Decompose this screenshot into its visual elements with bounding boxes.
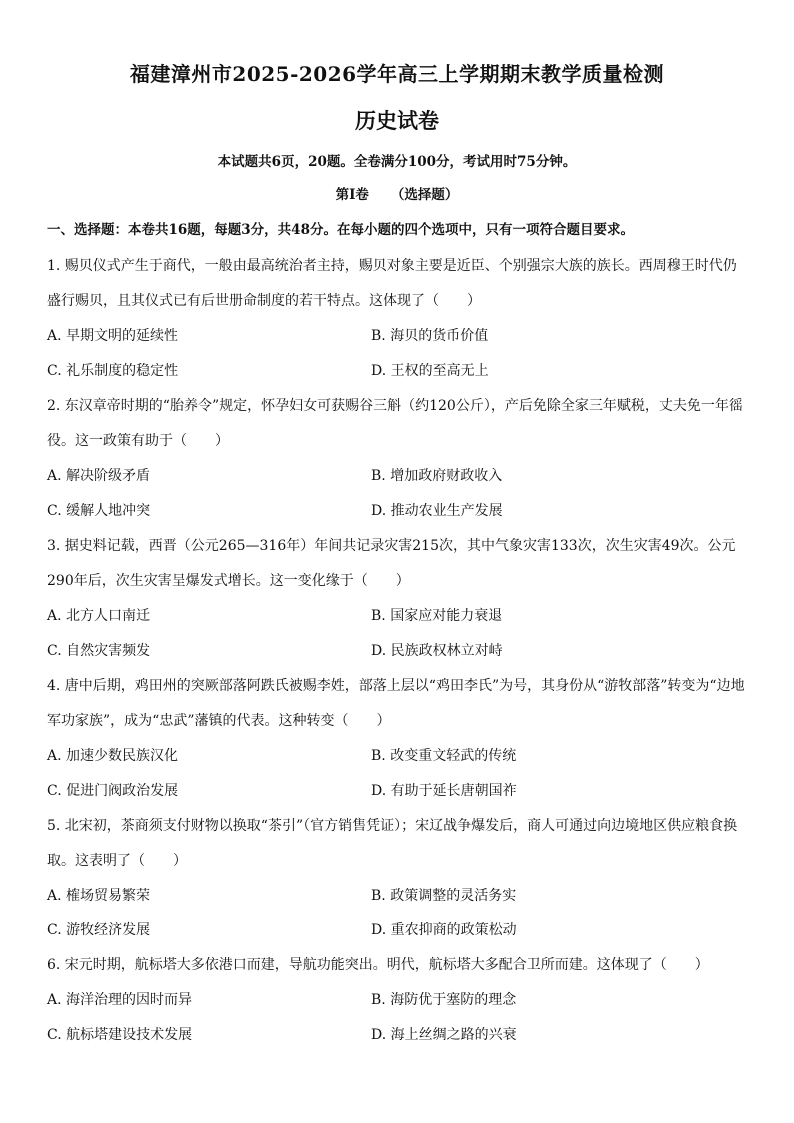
- exam-info: 本试题共6页，20题。全卷满分100分，考试用时75分钟。: [217, 154, 577, 170]
- question-2-option-b[interactable]: B. 增加政府财政收入: [371, 468, 503, 484]
- volume-heading: [0, 183, 794, 203]
- question-6-option-c[interactable]: C. 航标塔建设技术发展: [47, 1027, 193, 1043]
- volume-label: 第Ⅰ卷: [335, 187, 369, 203]
- subject-title: 历史试卷: [355, 108, 439, 133]
- question-5-option-d[interactable]: D. 重农抑商的政策松动: [371, 922, 517, 938]
- question-1-line-1: 1. 赐贝仪式产生于商代，一般由最高统治者主持，赐贝对象主要是近臣、个别强宗大族的族长。西周穆王时代仍: [47, 258, 737, 274]
- exam-title: 福建漳州市2025-2026学年高三上学期期末教学质量检测: [129, 62, 665, 86]
- question-2-line-1: 2. 东汉章帝时期的“胎养令”规定，怀孕妇女可获赐谷三斛（约120公斤），产后免除全家三年赋税，丈夫免一年徭: [47, 398, 743, 414]
- question-4-option-c[interactable]: C. 促进门阀政治发展: [47, 783, 179, 799]
- question-5-option-c[interactable]: C. 游牧经济发展: [47, 922, 151, 938]
- question-4-line-2: 军功家族”，成为“忠武”藩镇的代表。这种转变（ ）: [47, 713, 391, 729]
- question-5-option-a[interactable]: A. 榷场贸易繁荣: [47, 888, 151, 904]
- question-2-option-a[interactable]: A. 解决阶级矛盾: [47, 468, 151, 484]
- question-2-line-2: 役。这一政策有助于（ ）: [47, 433, 229, 449]
- question-5-line-1: 5. 北宋初，茶商须支付财物以换取“茶引”（官方销售凭证）；宋辽战争爆发后，商人可通过向边境地区供应粮食换: [47, 818, 738, 834]
- question-6-option-a[interactable]: A. 海洋治理的因时而异: [47, 992, 193, 1008]
- question-6-option-b[interactable]: B. 海防优于塞防的理念: [371, 992, 517, 1008]
- question-1-option-d[interactable]: D. 王权的至高无上: [371, 363, 489, 379]
- question-3-option-a[interactable]: A. 北方人口南迁: [47, 608, 151, 624]
- question-3-option-b[interactable]: B. 国家应对能力衰退: [371, 608, 503, 624]
- question-6-option-d[interactable]: D. 海上丝绸之路的兴衰: [371, 1027, 517, 1043]
- question-4-line-1: 4. 唐中后期，鸡田州的突厥部落阿跌氏被赐李姓，部落上层以“鸡田李氏”为号，其身份从“游牧部落”转变为“边地: [47, 678, 745, 694]
- question-3-option-c[interactable]: C. 自然灾害频发: [47, 643, 151, 659]
- question-3-option-d[interactable]: D. 民族政权林立对峙: [371, 643, 503, 659]
- question-3-line-2: 290年后，次生灾害呈爆发式增长。这一变化缘于（ ）: [47, 573, 410, 589]
- question-5-option-b[interactable]: B. 政策调整的灵活务实: [371, 888, 517, 904]
- question-4-option-d[interactable]: D. 有助于延长唐朝国祚: [371, 783, 517, 799]
- question-5-line-2: 取。这表明了（ ）: [47, 853, 187, 869]
- question-4-option-b[interactable]: B. 改变重文轻武的传统: [371, 748, 517, 764]
- question-1-option-c[interactable]: C. 礼乐制度的稳定性: [47, 363, 179, 379]
- question-6-line-1: 6. 宋元时期，航标塔大多依港口而建，导航功能突出。明代，航标塔大多配合卫所而建。这体现了（ ）: [47, 957, 709, 973]
- question-1-option-b[interactable]: B. 海贝的货币价值: [371, 328, 489, 344]
- section-heading: 一、选择题：本卷共16题，每题3分，共48分。在每小题的四个选项中，只有一项符合题目要求。: [47, 222, 634, 238]
- question-4-option-a[interactable]: A. 加速少数民族汉化: [47, 748, 179, 764]
- question-2-option-d[interactable]: D. 推动农业生产发展: [371, 503, 503, 519]
- volume-type: （选择题）: [390, 187, 459, 203]
- question-2-option-c[interactable]: C. 缓解人地冲突: [47, 503, 151, 519]
- question-1-line-2: 盛行赐贝，且其仪式已有后世册命制度的若干特点。这体现了（ ）: [47, 293, 481, 309]
- question-3-line-1: 3. 据史料记载，西晋（公元265—316年）年间共记录灾害215次，其中气象灾害133次，次生灾害49次。公元: [47, 538, 736, 554]
- question-1-option-a[interactable]: A. 早期文明的延续性: [47, 328, 179, 344]
